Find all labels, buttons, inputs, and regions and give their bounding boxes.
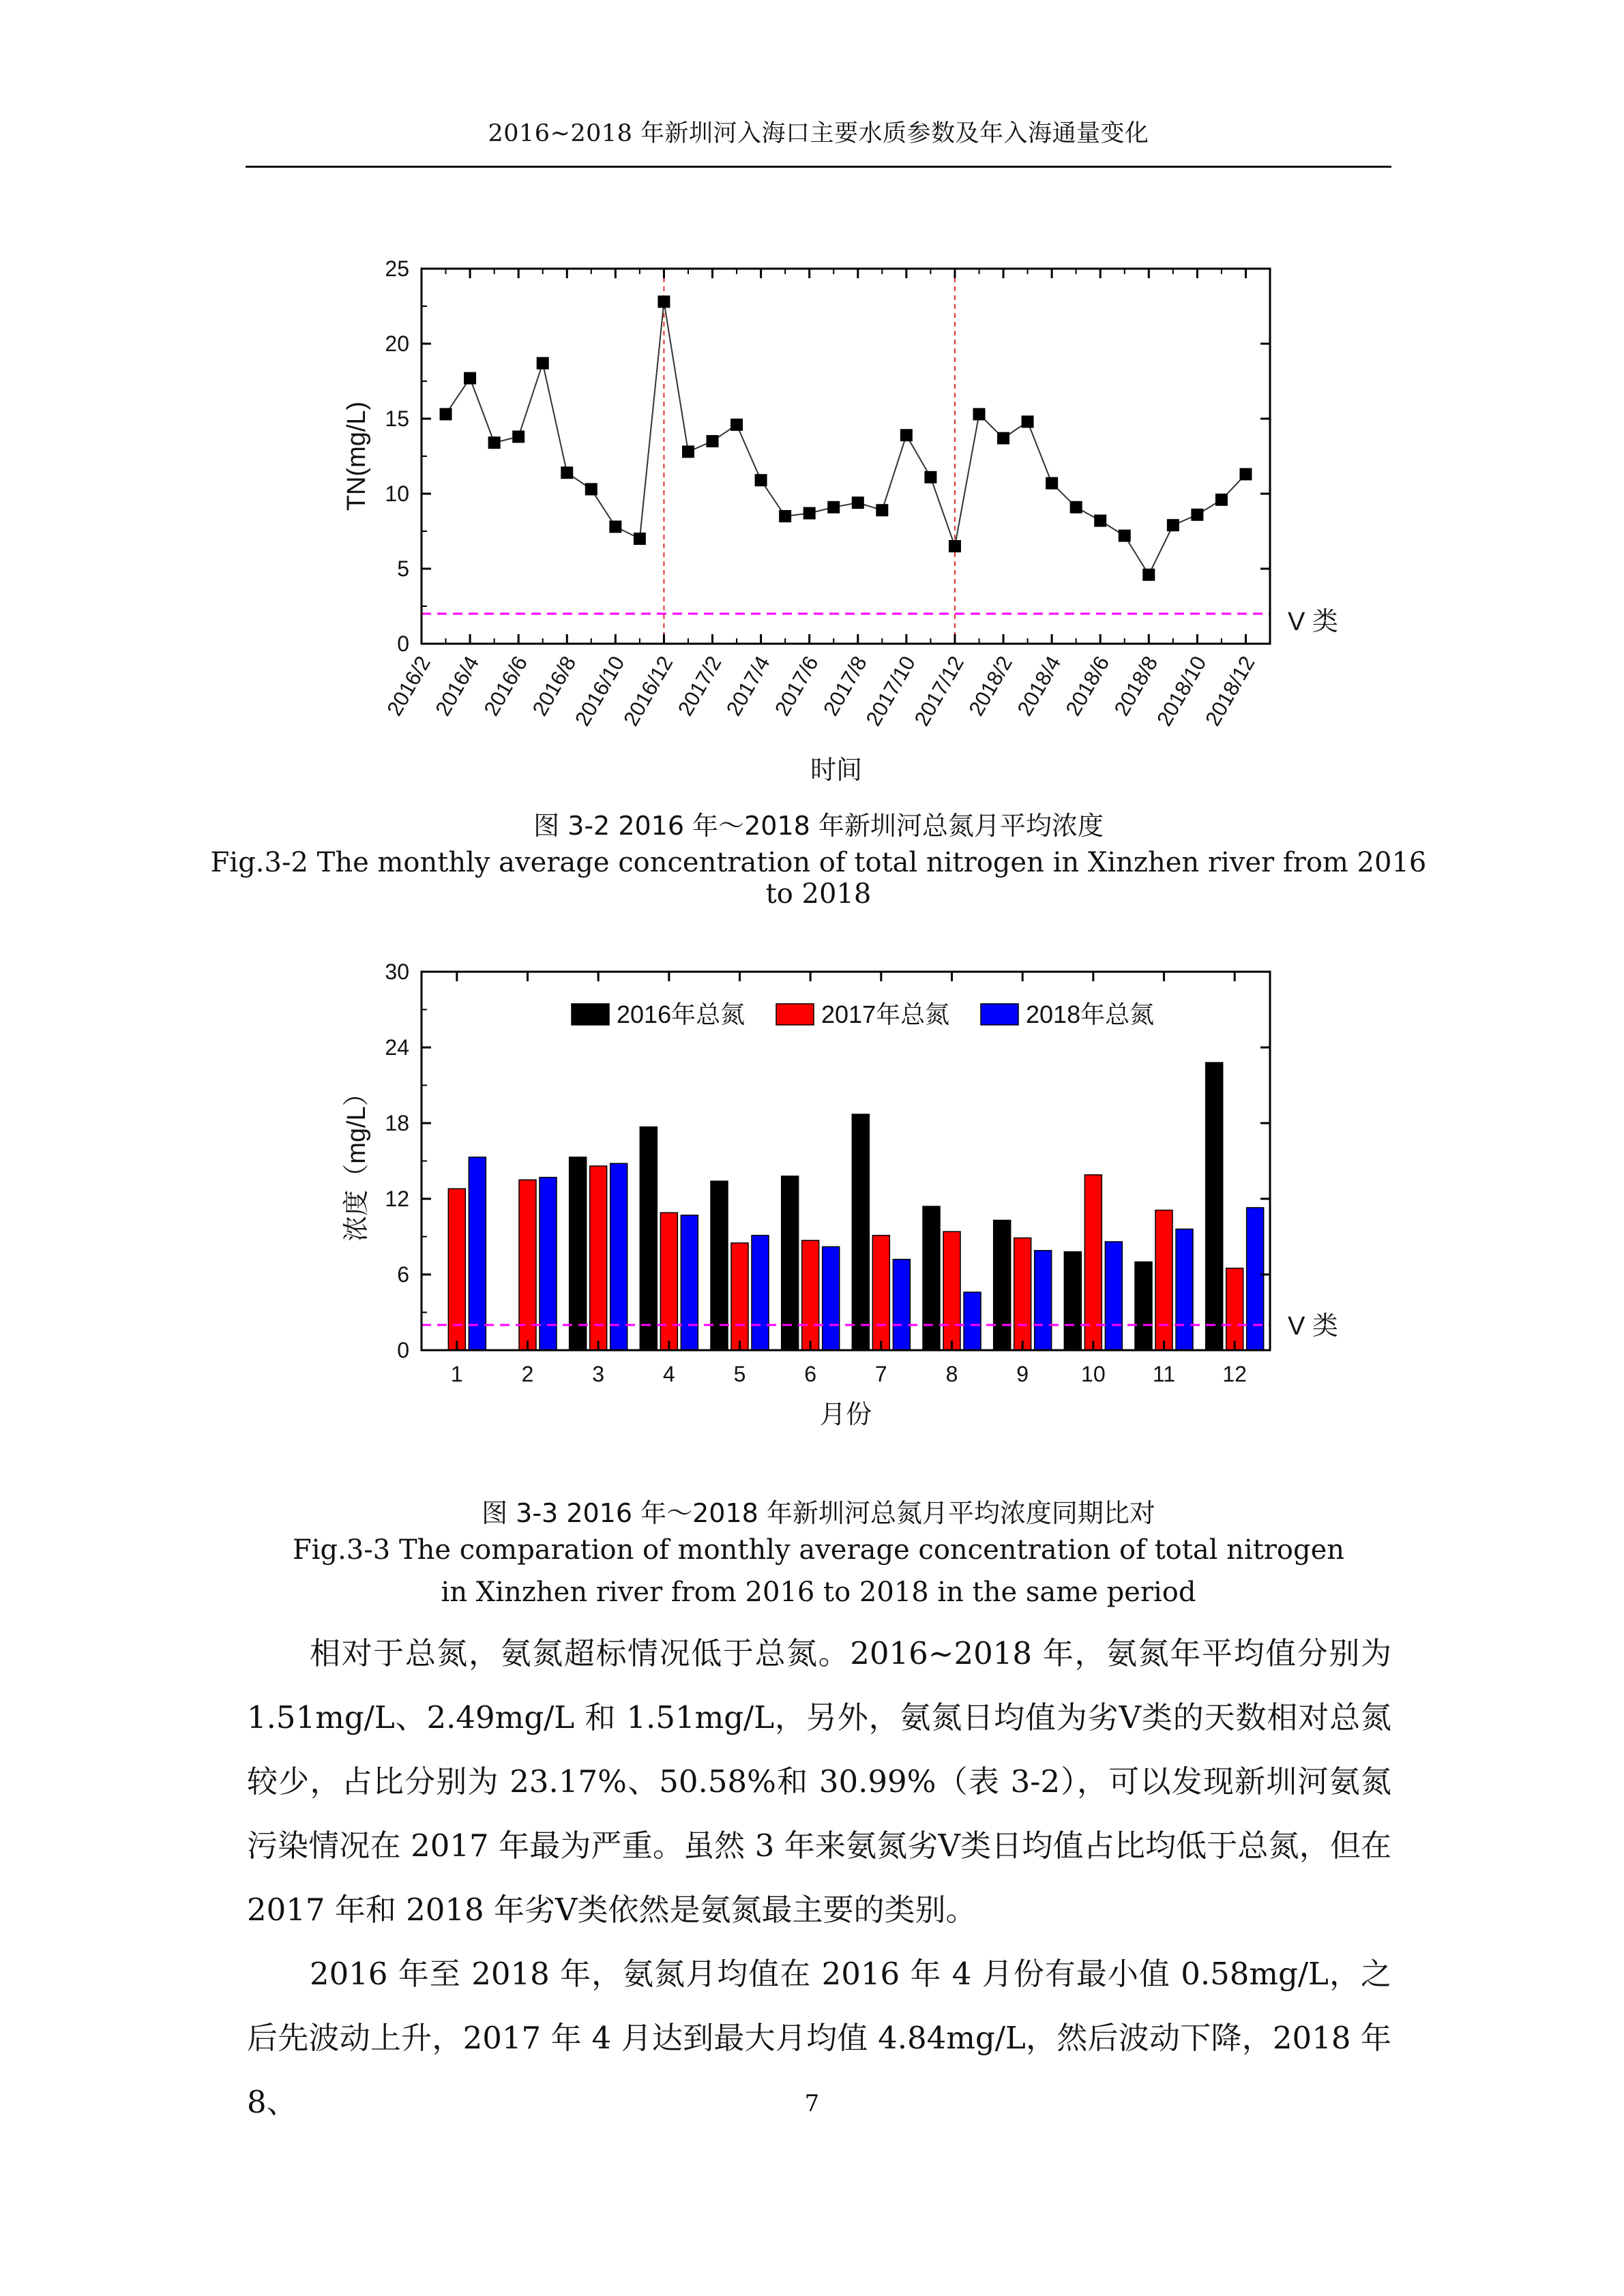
bar-2016 — [994, 1220, 1011, 1350]
bar-2017 — [731, 1243, 748, 1350]
x-tick-label: 9 — [1016, 1362, 1029, 1386]
bar-2016 — [1135, 1262, 1152, 1351]
data-point — [755, 474, 767, 486]
legend-swatch-2018 — [981, 1004, 1018, 1025]
figure2-caption-en-line2: in Xinzhen river from 2016 to 2018 in the same period — [441, 1577, 1196, 1608]
data-point — [585, 483, 597, 495]
data-point — [973, 408, 985, 420]
x-tick-label: 2017/6 — [770, 652, 823, 720]
x-tick-label: 2017/10 — [861, 652, 920, 730]
data-point — [512, 430, 525, 443]
data-point — [561, 466, 573, 479]
data-point — [1022, 415, 1034, 428]
x-tick-label: 2016/12 — [619, 652, 678, 730]
bar-2016 — [570, 1157, 587, 1350]
x-tick-label: 2017/4 — [721, 652, 775, 720]
x-tick-label: 2016/6 — [479, 652, 533, 720]
legend-swatch-2016 — [572, 1004, 609, 1025]
y-tick-label: 6 — [397, 1262, 409, 1287]
data-point — [779, 510, 791, 522]
data-point — [730, 419, 743, 431]
x-tick-label: 8 — [945, 1362, 958, 1386]
data-point — [682, 445, 694, 458]
data-point — [1094, 515, 1106, 527]
data-point — [1142, 569, 1155, 581]
y-tick-label: 18 — [385, 1111, 409, 1135]
legend-label: 2016年总氮 — [617, 1000, 745, 1028]
y-tick-label: 30 — [385, 959, 409, 984]
data-point — [803, 507, 816, 520]
data-point — [997, 432, 1009, 445]
data-point — [1191, 509, 1203, 521]
data-point — [900, 429, 913, 441]
data-point — [1119, 530, 1131, 542]
bar-2018 — [1176, 1229, 1193, 1350]
figure1-caption-zh: 图 3-2 2016 年～2018 年新圳河总氮月平均浓度 — [533, 811, 1104, 841]
plot-frame — [422, 269, 1270, 644]
x-tick-label: 7 — [874, 1362, 887, 1386]
x-tick-label: 6 — [804, 1362, 817, 1386]
tn-monthly-line-chart — [307, 245, 1364, 791]
legend-label: 2017年总氮 — [821, 1000, 950, 1028]
y-tick-label: 5 — [397, 556, 409, 581]
bar-2018 — [469, 1157, 486, 1350]
x-tick-label: 2 — [521, 1362, 534, 1386]
x-tick-label: 1 — [450, 1362, 463, 1386]
bar-2018 — [964, 1292, 981, 1350]
y-tick-label: 15 — [385, 406, 409, 431]
bar-2016 — [852, 1114, 869, 1350]
bar-2018 — [610, 1163, 628, 1350]
y-tick-label: 25 — [385, 256, 409, 281]
figure1-caption-en: Fig.3-2 The monthly average concentration of total nitrogen in Xinzhen river from 2016 to 2018 — [210, 847, 1427, 910]
data-point — [488, 436, 501, 449]
bar-2016 — [1064, 1252, 1081, 1350]
x-tick-label: 2018/6 — [1061, 652, 1114, 720]
bar-2018 — [823, 1247, 840, 1350]
data-point — [876, 504, 888, 516]
data-point — [1239, 468, 1252, 480]
data-point — [440, 408, 452, 420]
bar-2017 — [1014, 1238, 1031, 1350]
bar-2017 — [872, 1236, 889, 1350]
data-point — [852, 496, 864, 509]
bar-2017 — [802, 1240, 819, 1350]
bar-2016 — [1206, 1062, 1223, 1350]
data-point — [1046, 477, 1058, 490]
bar-2017 — [660, 1212, 677, 1350]
body-paragraph-1: 相对于总氮，氨氮超标情况低于总氮。2016~2018 年，氨氮年平均值分别为 1.51mg/L、2.49mg/L 和 1.51mg/L，另外，氨氮日均值为劣Ⅴ类的天数相对总氮较少，占比分别为 23.17%、50.58%和 30.99%（表 3-2），可以发现新圳河氨氮污染情况在 2017 年最为严重。虽然 3 年来氨氮劣Ⅴ类日均值占比均低于总氮，但在 2017 年和 2018 年劣Ⅴ类依然是氨氮最主要的类别。 — [247, 1635, 1391, 1928]
reference-line-label: V 类 — [1288, 1312, 1338, 1341]
x-tick-label: 11 — [1152, 1362, 1176, 1386]
page-number: 7 — [804, 2090, 820, 2117]
bar-2017 — [943, 1232, 960, 1350]
x-tick-label: 2018/10 — [1152, 652, 1211, 730]
y-tick-label: 24 — [385, 1035, 409, 1060]
data-point — [609, 520, 621, 533]
bar-2017 — [1226, 1268, 1243, 1350]
data-point — [707, 435, 719, 447]
bar-2018 — [1035, 1251, 1052, 1350]
bar-2017 — [1155, 1210, 1172, 1350]
figure2-caption-zh: 图 3-3 2016 年～2018 年新圳河总氮月平均浓度同期比对 — [482, 1498, 1155, 1528]
bar-2017 — [590, 1166, 607, 1350]
x-tick-label: 5 — [733, 1362, 746, 1386]
x-tick-label: 12 — [1222, 1362, 1247, 1386]
figure2-caption-en-line1: Fig.3-3 The comparation of monthly average concentration of total nitrogen — [292, 1534, 1345, 1566]
legend-label: 2018年总氮 — [1026, 1000, 1155, 1028]
data-point — [537, 357, 549, 370]
data-point — [1070, 501, 1082, 513]
y-tick-label: 0 — [397, 631, 409, 656]
y-tick-label: 12 — [385, 1187, 409, 1211]
x-tick-label: 10 — [1081, 1362, 1106, 1386]
y-axis-label: 浓度（mg/L） — [342, 1080, 371, 1242]
x-tick-label: 2017/2 — [673, 652, 726, 720]
data-point — [827, 501, 840, 513]
x-tick-label: 2018/8 — [1109, 652, 1163, 720]
x-tick-label: 2018/12 — [1200, 652, 1260, 730]
bar-2018 — [752, 1236, 769, 1350]
y-tick-label: 0 — [397, 1338, 409, 1362]
data-point — [464, 372, 476, 385]
bar-2018 — [1105, 1242, 1122, 1350]
body-paragraph-2: 2016 年至 2018 年，氨氮月均值在 2016 年 4 月份有最小值 0.58mg/L，之后先波动上升，2017 年 4 月达到最大月均值 4.84mg/L，然后波动下降，2018 年 8、 — [247, 1956, 1391, 2120]
data-point — [634, 533, 646, 545]
x-tick-label: 2016/4 — [430, 652, 484, 720]
bar-2018 — [1247, 1208, 1264, 1350]
bar-2017 — [1084, 1175, 1102, 1350]
x-tick-label: 2016/8 — [527, 652, 581, 720]
x-tick-label: 2018/2 — [964, 652, 1018, 720]
reference-line-label: V 类 — [1288, 608, 1338, 636]
y-tick-label: 20 — [385, 331, 409, 356]
data-point — [658, 295, 670, 308]
data-point — [924, 471, 936, 483]
x-tick-label: 2017/8 — [818, 652, 872, 720]
bar-2018 — [893, 1259, 910, 1350]
bar-2016 — [923, 1206, 940, 1350]
legend-swatch-2017 — [776, 1004, 814, 1025]
x-tick-label: 2016/2 — [382, 652, 436, 720]
data-point — [1215, 494, 1228, 506]
x-tick-label: 2016/10 — [570, 652, 630, 730]
data-point — [1167, 519, 1179, 531]
bar-2016 — [640, 1127, 657, 1350]
x-tick-label: 4 — [662, 1362, 675, 1386]
y-axis-label: TN(mg/L) — [342, 401, 371, 511]
y-tick-label: 10 — [385, 481, 409, 506]
x-tick-label: 2018/4 — [1012, 652, 1066, 720]
x-axis-label: 月份 — [819, 1401, 872, 1429]
x-axis-label: 时间 — [810, 756, 863, 785]
body-text — [247, 1622, 1391, 2134]
running-header: 2016~2018 年新圳河入海口主要水质参数及年入海通量变化 — [488, 120, 1149, 147]
data-point — [949, 540, 961, 552]
bar-2018 — [681, 1215, 698, 1350]
x-tick-label: 2017/12 — [909, 652, 969, 730]
header-rule — [246, 166, 1391, 168]
x-tick-label: 3 — [592, 1362, 605, 1386]
tn-monthly-bar-chart — [307, 944, 1364, 1442]
